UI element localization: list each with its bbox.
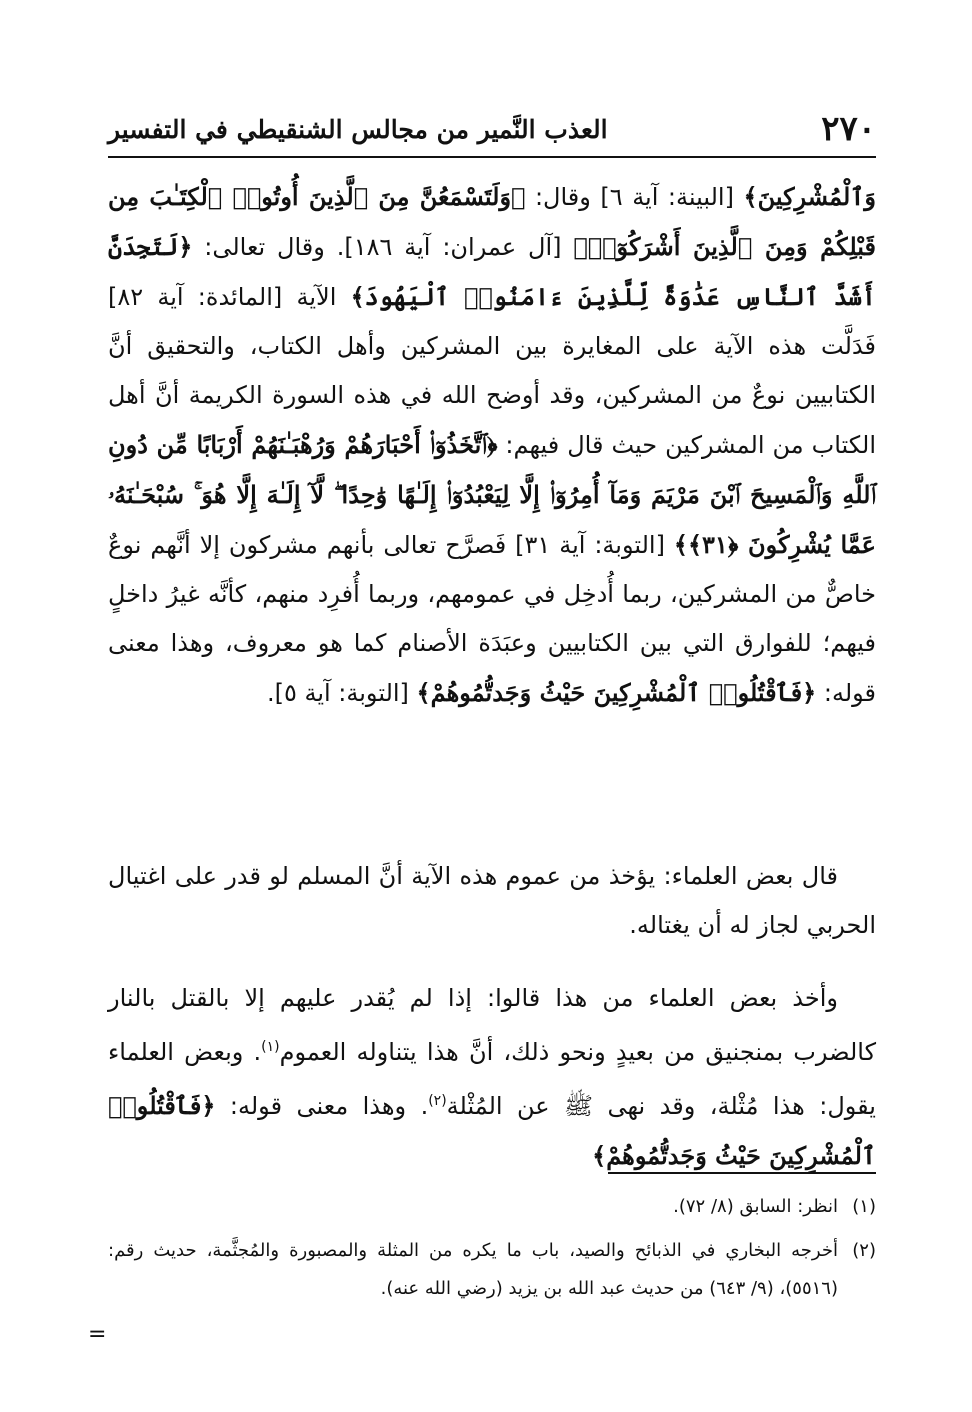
running-title: العذب النَّمير من مجالس الشنقيطي في التفسير: [108, 114, 608, 144]
text-run: . وهذا معنى قوله:: [215, 1092, 429, 1120]
footnote: [108, 1232, 876, 1308]
main-text: [108, 172, 876, 1181]
paragraph: [108, 974, 876, 1181]
quran-verse: ﴿ٱتَّخَذُوٓا۟ أَحْبَارَهُمْ وَرُهْبَـٰنَهُمْ أَرْبَابًا مِّن دُونِ ٱللَّهِ وَٱلْمَسِيحَ ٱبْنَ مَرْيَمَ وَمَآ أُمِرُوٓا۟ إِلَّا لِيَعْبُدُوٓا۟ إِلَـٰهًا وَٰحِدًا ۖ لَّآ إِلَـٰهَ إِلَّا هُوَ ۚ سُبْحَـٰنَهُۥ عَمَّا يُشْرِكُونَ ﴿٣١﴾﴾: [108, 430, 876, 559]
quran-verse: وَٱلْمُشْرِكِينَ﴾: [743, 182, 876, 211]
footnote-reference: (٢): [428, 1093, 447, 1109]
text-run: الآية [المائدة: آية ٨٢] فَدَلَّت هذه الآية على المغايرة بين المشركين وأهل الكتاب، والتحقيق أنَّ الكتابيين نوعٌ من المشركين، وقد أوضح الله في هذه السورة الكريمة أنَّ أهل الكتاب من المشركين حيث قال فيهم:: [108, 283, 876, 459]
text-run: [التوبة: آية ٣١] فَصرَّح تعالى بأنهم مشركون إلا أنَّهم نوعٌ خاصٌّ من المشركين، ربما أُدخِل في عمومهم، وربما أُفرِد منهم، كأنَّه غيرُ داخلٍ فيهم؛ للفوارق التي بين الكتابيين وعبَدَة الأصنام كما هو معروف، وهذا معنى قوله:: [108, 531, 876, 707]
page-number: ٢٧٠: [821, 109, 876, 149]
text-run: قال بعض العلماء: يؤخذ من عموم هذه الآية أنَّ المسلم لو قدر على اغتيال الحربي لجاز له أن يغتاله.: [108, 862, 876, 939]
paragraph: [108, 852, 876, 950]
footnote-number: (٢): [852, 1240, 876, 1261]
quran-verse: ﴿فَٱقْتُلُوا۟ ٱلْمُشْرِكِينَ حَيْثُ وَجَدتُّمُوهُمْ﴾: [108, 1091, 876, 1170]
continuation-mark: =: [88, 1322, 107, 1347]
page-header: [108, 104, 876, 154]
paragraph: [108, 172, 876, 838]
header-rule: [108, 156, 876, 158]
quran-verse: ﴿فَٱقْتُلُوا۟ ٱلْمُشْرِكِينَ حَيْثُ وَجَدتُّمُوهُمْ﴾: [416, 678, 817, 707]
text-run: وأخذ بعض العلماء من هذا قالوا: إذا لم يُقدر عليهم إلا بالقتل بالنار كالضرب بمنجنيق من بعيدٍ ونحو ذلك، أنَّ هذا يتناوله العموم: [108, 984, 877, 1066]
footnote-reference: (١): [261, 1039, 280, 1055]
quran-verse: ﴿وَلَتَسْمَعُنَّ مِنَ ٱلَّذِينَ أُوتُوا۟ ٱلْكِتَـٰبَ مِن قَبْلِكُمْ وَمِنَ ٱلَّذِينَ أَشْرَكُوٓا۟﴾: [108, 182, 877, 261]
footnote-separator: [608, 1172, 876, 1174]
footnote-text: انظر: السابق (٨/ ٧٢).: [673, 1196, 838, 1217]
footnotes: [108, 1188, 876, 1308]
quran-verse: ﴿لَتَجِدَنَّ أَشَدَّ ٱلنَّاسِ عَدَٰوَةً لِّلَّذِينَ ءَامَنُوا۟ ٱلْيَهُودَ﴾: [108, 232, 876, 311]
text-run: . وبعض العلماء يقول: هذا مُثْلة، وقد نهى ﷺ عن المُثْلة: [108, 1038, 876, 1120]
footnote-text: أخرجه البخاري في الذبائح والصيد، باب ما يكره من المثلة والمصبورة والمُجثَّمة، حديث رقم: (٥٥١٦)، (٩/ ٦٤٣) من حديث عبد الله بن يزيد (رضي الله عنه).: [108, 1240, 838, 1299]
text-run: [التوبة: آية ٥].: [266, 679, 417, 707]
footnote: [108, 1188, 876, 1226]
text-run: [آل عمران: آية ١٨٦]. وقال تعالى:: [192, 233, 574, 261]
footnote-number: (١): [852, 1196, 876, 1217]
text-run: [البينة: آية ٦] وقال:: [525, 183, 744, 211]
